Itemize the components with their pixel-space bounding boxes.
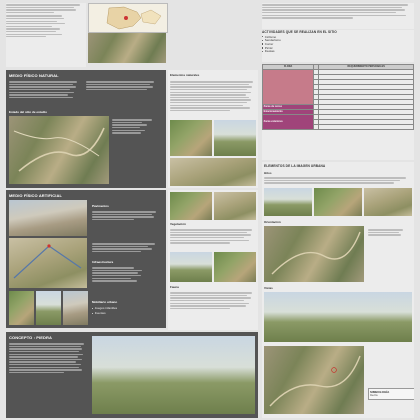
actividad-item: Senderismo <box>262 39 414 43</box>
infraestructura-label: Infraestructura <box>92 260 114 264</box>
site-aerial-photo <box>88 33 166 63</box>
simbologia-box <box>368 388 414 400</box>
vistas-label: Vistas <box>264 286 273 290</box>
requerimientos-table-panel <box>262 64 414 160</box>
hito-photo-1 <box>264 188 312 216</box>
concepto-panel <box>6 332 258 418</box>
table-header: FLORA <box>263 65 314 70</box>
simbologia-item: Cerro <box>370 393 378 397</box>
pavimentos-label: Pavimentos <box>92 204 109 208</box>
hito-photo-3 <box>364 188 412 216</box>
vegetacion-label: Vegetación <box>170 222 186 226</box>
table-header: REQUERIMIENTO PERSONALES <box>319 65 414 70</box>
mobiliario-item: Juegos infantiles <box>92 307 117 311</box>
intro-panel <box>6 3 86 67</box>
natural-photo-3 <box>170 158 256 186</box>
table-category: Zonas exteriores <box>263 114 314 129</box>
natural-photo-2 <box>214 120 256 156</box>
site-plan-photo <box>9 238 87 288</box>
vegetacion-panel <box>168 190 258 330</box>
vegetacion-photo-3 <box>170 252 212 282</box>
actividades-title: ACTIVIDADES QUE SE REALIZAN EN EL SITIO <box>262 30 337 34</box>
hito-photo-2 <box>314 188 362 216</box>
medio-fisico-panel <box>6 70 166 188</box>
infra-photo-2 <box>36 291 61 325</box>
actividades-panel <box>262 30 414 62</box>
vegetacion-photo-2 <box>214 192 256 220</box>
concepto-title: CONCEPTO : PIEDRA <box>9 335 52 340</box>
vista-photo-1 <box>264 292 412 342</box>
vegetacion-photo-4 <box>214 252 256 282</box>
medio-artificial-title: MEDIO FÍSICO ARTIFICIAL <box>9 193 63 198</box>
estado-aerial-photo <box>9 116 109 184</box>
map-illustration <box>89 4 167 32</box>
simbologia-title: SIMBOLOGÍA <box>370 390 390 394</box>
mobiliario-item: Fuentes <box>92 312 106 316</box>
actividad-item: Correr <box>262 43 414 47</box>
actividad-item: Picnic <box>262 47 414 51</box>
infra-photo-1 <box>9 291 34 325</box>
vistas-aerial <box>264 346 364 414</box>
table-category: Estacionamiento <box>263 109 314 114</box>
imagen-urbana-title: ELEMENTOS DE LA IMAGEN URBANA <box>264 164 326 168</box>
imagen-urbana-panel <box>262 162 414 418</box>
actividad-item: Ciclismo <box>262 36 414 40</box>
hitos-label: Hitos <box>264 171 272 175</box>
actividad-item: Fiestas <box>262 50 414 54</box>
vegetacion-photo-1 <box>170 192 212 220</box>
medio-fisico-title: MEDIO FÍSICO NATURAL <box>9 73 59 78</box>
mobiliario-label: Mobiliario urbano <box>92 300 118 304</box>
table-category: Zonas de recreo <box>263 104 314 109</box>
right-intro-panel <box>262 3 414 29</box>
pavimento-photo <box>9 200 87 236</box>
infra-photo-3 <box>63 291 88 325</box>
fauna-label: Fauna <box>170 285 179 289</box>
elementos-naturales-panel <box>168 70 258 188</box>
concepto-photo <box>92 336 255 414</box>
natural-photo-1 <box>170 120 212 156</box>
orientacion-aerial <box>264 226 364 282</box>
estado-title: Estado del sitio de estudio <box>9 110 48 114</box>
requerimientos-table <box>262 64 414 130</box>
orientacion-label: Orientación <box>264 220 281 224</box>
location-map <box>88 3 168 33</box>
elementos-title: Elementos naturales <box>170 73 200 77</box>
medio-artificial-panel <box>6 190 166 328</box>
